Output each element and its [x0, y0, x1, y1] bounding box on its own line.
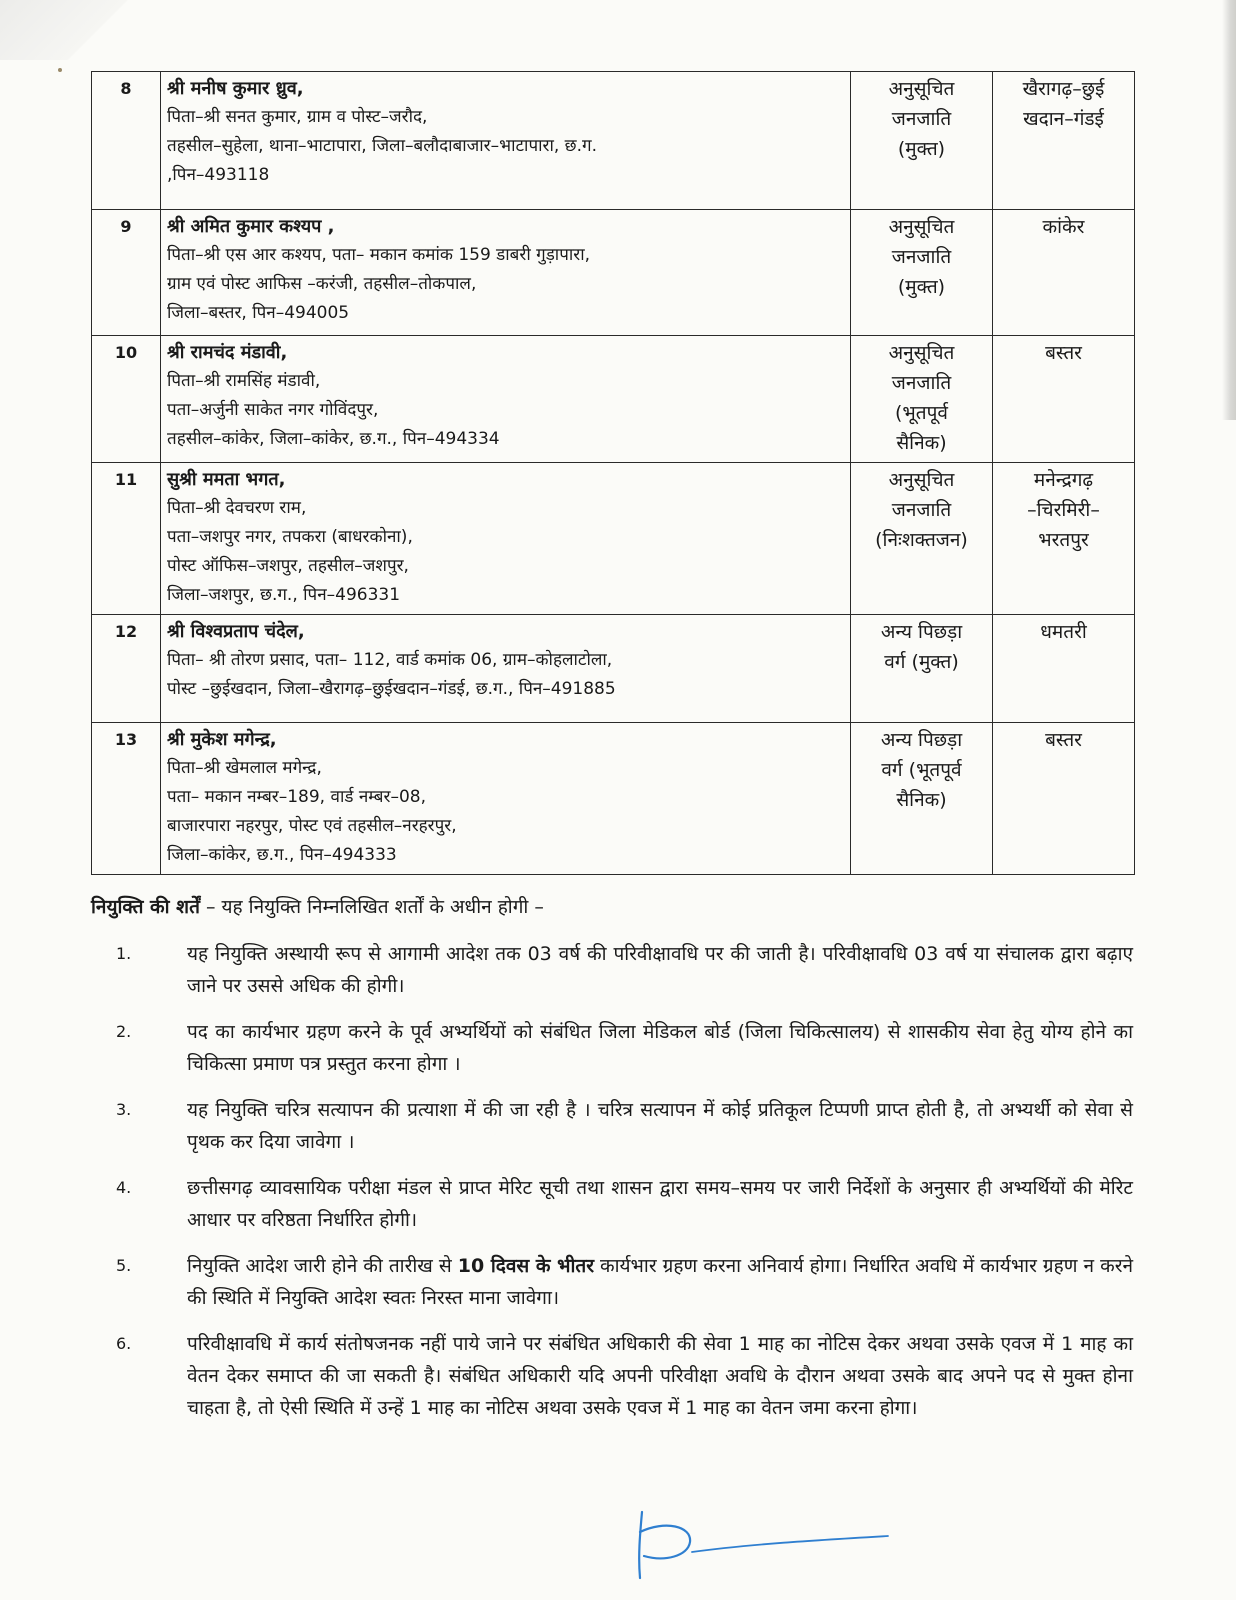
appointment-conditions [91, 890, 1133, 1424]
condition-item [91, 1094, 1133, 1158]
condition-item [91, 938, 1133, 1002]
condition-text-pre: परिवीक्षावधि में कार्य संतोषजनक नहीं पाये जाने पर संबंधित अधिकारी की सेवा 1 माह का नोटिस देकर अथवा उसके एवज में 1 माह का वेतन देकर समाप्त की जा सकती है। संबंधित अधिकारी यदि अपनी परिवीक्षा अवधि के दौरान अथवा उसके बाद अपने पद से मुक्त होना चाहता है, तो ऐसी स्थिति में उन्हें 1 माह का नोटिस अथवा उसके एवज में 1 माह का वेतन जमा करना होगा। [187, 1333, 1133, 1419]
page-corner-fold [0, 0, 170, 60]
address-line: ,पिन–493118 [167, 165, 270, 185]
candidate-row [92, 336, 1135, 463]
district-line: कांकेर [1042, 216, 1085, 238]
category-line: वर्ग (मुक्त) [884, 651, 959, 673]
candidate-row [92, 463, 1135, 615]
category-line: अनुसूचित [888, 78, 955, 100]
conditions-heading-bold: नियुक्ति की शर्तें [91, 896, 200, 918]
category-line: अन्य पिछड़ा [880, 621, 963, 643]
district-line: बस्तर [1045, 342, 1082, 364]
address-line: पिता–श्री सनत कुमार, ग्राम व पोस्ट–जरौद, [167, 107, 428, 127]
condition-number: 1. [116, 944, 132, 963]
category-cell [851, 336, 993, 463]
serial-number: 11 [92, 463, 161, 615]
district-line: बस्तर [1045, 729, 1082, 751]
address-line: जिला–कांकेर, छ.ग., पिन–494333 [167, 845, 397, 865]
candidates-table [91, 71, 1135, 875]
serial-number: 8 [92, 72, 161, 210]
district-cell [993, 210, 1135, 336]
candidate-name: श्री मुकेश मगेन्द्र, [167, 729, 277, 750]
district-line: धमतरी [1040, 621, 1087, 643]
category-line: सैनिक) [896, 432, 947, 454]
serial-number: 13 [92, 723, 161, 875]
category-line: जनजाति [891, 108, 952, 130]
condition-item [91, 1016, 1133, 1080]
category-line: (भूतपूर्व [895, 402, 948, 424]
condition-number: 3. [116, 1100, 132, 1119]
address-line: पता– मकान नम्बर–189, वार्ड नम्बर–08, [167, 787, 427, 807]
address-line: पता–अर्जुनी साकेत नगर गोविंदपुर, [167, 400, 379, 420]
category-line: अनुसूचित [888, 469, 955, 491]
condition-item [91, 1328, 1133, 1424]
address-line: पिता– श्री तोरण प्रसाद, पता– 112, वार्ड कमांक 06, ग्राम–कोहलाटोला, [167, 650, 613, 670]
condition-text [187, 938, 1133, 1002]
category-line: वर्ग (भूतपूर्व [881, 759, 962, 781]
condition-item [91, 1250, 1133, 1314]
address-line: पिता–श्री देवचरण राम, [167, 498, 307, 518]
category-line: अन्य पिछड़ा [880, 729, 963, 751]
candidate-row [92, 210, 1135, 336]
category-line: जनजाति [891, 246, 952, 268]
district-line: भरतपुर [1038, 529, 1089, 551]
conditions-list [91, 938, 1133, 1424]
condition-text [187, 1094, 1133, 1158]
candidate-details [161, 723, 851, 875]
condition-text [187, 1250, 1133, 1314]
district-cell [993, 336, 1135, 463]
category-line: (निःशक्तजन) [875, 529, 968, 551]
serial-number: 10 [92, 336, 161, 463]
category-cell [851, 723, 993, 875]
candidate-details [161, 72, 851, 210]
category-line: (मुक्त) [897, 276, 946, 298]
condition-text-pre: यह नियुक्ति अस्थायी रूप से आगामी आदेश तक 03 वर्ष की परिवीक्षावधि पर की जाती है। परिवीक्षावधि 03 वर्ष या संचालक द्वारा बढ़ाए जाने पर उससे अधिक की होगी। [187, 943, 1133, 997]
category-cell [851, 72, 993, 210]
condition-number: 4. [116, 1178, 132, 1197]
serial-number: 12 [92, 615, 161, 723]
address-line: तहसील–सुहेला, थाना–भाटापारा, जिला–बलौदाबाजार–भाटापारा, छ.ग. [167, 136, 597, 156]
category-cell [851, 615, 993, 723]
candidate-details [161, 615, 851, 723]
address-line: पोस्ट ऑफिस–जशपुर, तहसील–जशपुर, [167, 556, 409, 576]
district-line: खदान–गंडई [1023, 108, 1104, 130]
paper-speck [58, 68, 62, 72]
address-line: पता–जशपुर नगर, तपकरा (बाधरकोना), [167, 527, 413, 547]
signature-mark [620, 1504, 900, 1584]
category-cell [851, 463, 993, 615]
condition-number: 6. [116, 1334, 132, 1353]
candidate-row [92, 72, 1135, 210]
condition-text [187, 1016, 1133, 1080]
candidate-name: श्री अमित कुमार कश्यप , [167, 216, 335, 237]
district-line: मनेन्द्रगढ़ [1033, 469, 1094, 491]
address-line: पिता–श्री एस आर कश्यप, पता– मकान कमांक 159 डाबरी गुड़ापारा, [167, 245, 591, 265]
candidate-name: श्री रामचंद मंडावी, [167, 342, 288, 363]
condition-item [91, 1172, 1133, 1236]
candidate-row [92, 723, 1135, 875]
serial-number: 9 [92, 210, 161, 336]
condition-text [187, 1328, 1133, 1424]
category-line: अनुसूचित [888, 342, 955, 364]
candidate-details [161, 210, 851, 336]
condition-text-bold: 10 दिवस के भीतर [457, 1255, 594, 1277]
conditions-heading-text: – यह नियुक्ति निम्नलिखित शर्तों के अधीन होगी – [199, 896, 544, 918]
district-cell [993, 72, 1135, 210]
district-cell [993, 463, 1135, 615]
conditions-heading [91, 890, 1133, 924]
condition-text-pre: छत्तीसगढ़ व्यावसायिक परीक्षा मंडल से प्राप्त मेरिट सूची तथा शासन द्वारा समय–समय पर जारी निर्देशों के अनुसार ही अभ्यर्थियों की मेरिट आधार पर वरिष्ठता निर्धारित होगी। [187, 1177, 1133, 1231]
condition-number: 5. [116, 1256, 132, 1275]
address-line: पिता–श्री खेमलाल मगेन्द्र, [167, 758, 322, 778]
candidate-details [161, 463, 851, 615]
address-line: पिता–श्री रामसिंह मंडावी, [167, 371, 321, 391]
category-line: जनजाति [891, 499, 952, 521]
condition-text-pre: नियुक्ति आदेश जारी होने की तारीख से [187, 1255, 458, 1277]
condition-text [187, 1172, 1133, 1236]
candidate-name: सुश्री ममता भगत, [167, 469, 286, 490]
page-edge-shadow [1222, 0, 1236, 420]
address-line: जिला–जशपुर, छ.ग., पिन–496331 [167, 585, 401, 605]
condition-text-pre: यह नियुक्ति चरित्र सत्यापन की प्रत्याशा में की जा रही है । चरित्र सत्यापन में कोई प्रतिकूल टिप्पणी प्राप्त होती है, तो अभ्यर्थी को सेवा से पृथक कर दिया जावेगा । [187, 1099, 1133, 1153]
category-line: सैनिक) [896, 789, 947, 811]
condition-text-pre: पद का कार्यभार ग्रहण करने के पूर्व अभ्यर्थियों को संबंधित जिला मेडिकल बोर्ड (जिला चिकित्सालय) से शासकीय सेवा हेतु योग्य होने का चिकित्सा प्रमाण पत्र प्रस्तुत करना होगा । [187, 1021, 1133, 1075]
district-cell [993, 615, 1135, 723]
candidate-details [161, 336, 851, 463]
category-cell [851, 210, 993, 336]
district-line: –चिरमिरी– [1027, 499, 1100, 521]
category-line: अनुसूचित [888, 216, 955, 238]
candidate-name: श्री मनीष कुमार ध्रुव, [167, 78, 304, 99]
condition-number: 2. [116, 1022, 132, 1041]
district-line: खैरागढ़–छुई [1022, 78, 1105, 100]
address-line: ग्राम एवं पोस्ट आफिस –करंजी, तहसील–तोकपाल, [167, 274, 477, 294]
address-line: तहसील–कांकेर, जिला–कांकेर, छ.ग., पिन–494334 [167, 429, 500, 449]
candidates-table-body [92, 72, 1135, 875]
district-cell [993, 723, 1135, 875]
address-line: जिला–बस्तर, पिन–494005 [167, 303, 350, 323]
address-line: पोस्ट –छुईखदान, जिला–खैरागढ़–छुईखदान–गंडई, छ.ग., पिन–491885 [167, 679, 616, 699]
candidate-row [92, 615, 1135, 723]
candidate-name: श्री विश्वप्रताप चंदेल, [167, 621, 305, 642]
address-line: बाजारपारा नहरपुर, पोस्ट एवं तहसील–नरहरपुर, [167, 816, 457, 836]
category-line: (मुक्त) [897, 138, 946, 160]
category-line: जनजाति [891, 372, 952, 394]
condition-text-post: कार्यभार ग्रहण करना अनिवार्य होगा। निर्धारित अवधि में कार्यभार ग्रहण न करने की स्थिति में नियुक्ति आदेश स्वतः निरस्त माना जावेगा। [187, 1255, 1134, 1309]
